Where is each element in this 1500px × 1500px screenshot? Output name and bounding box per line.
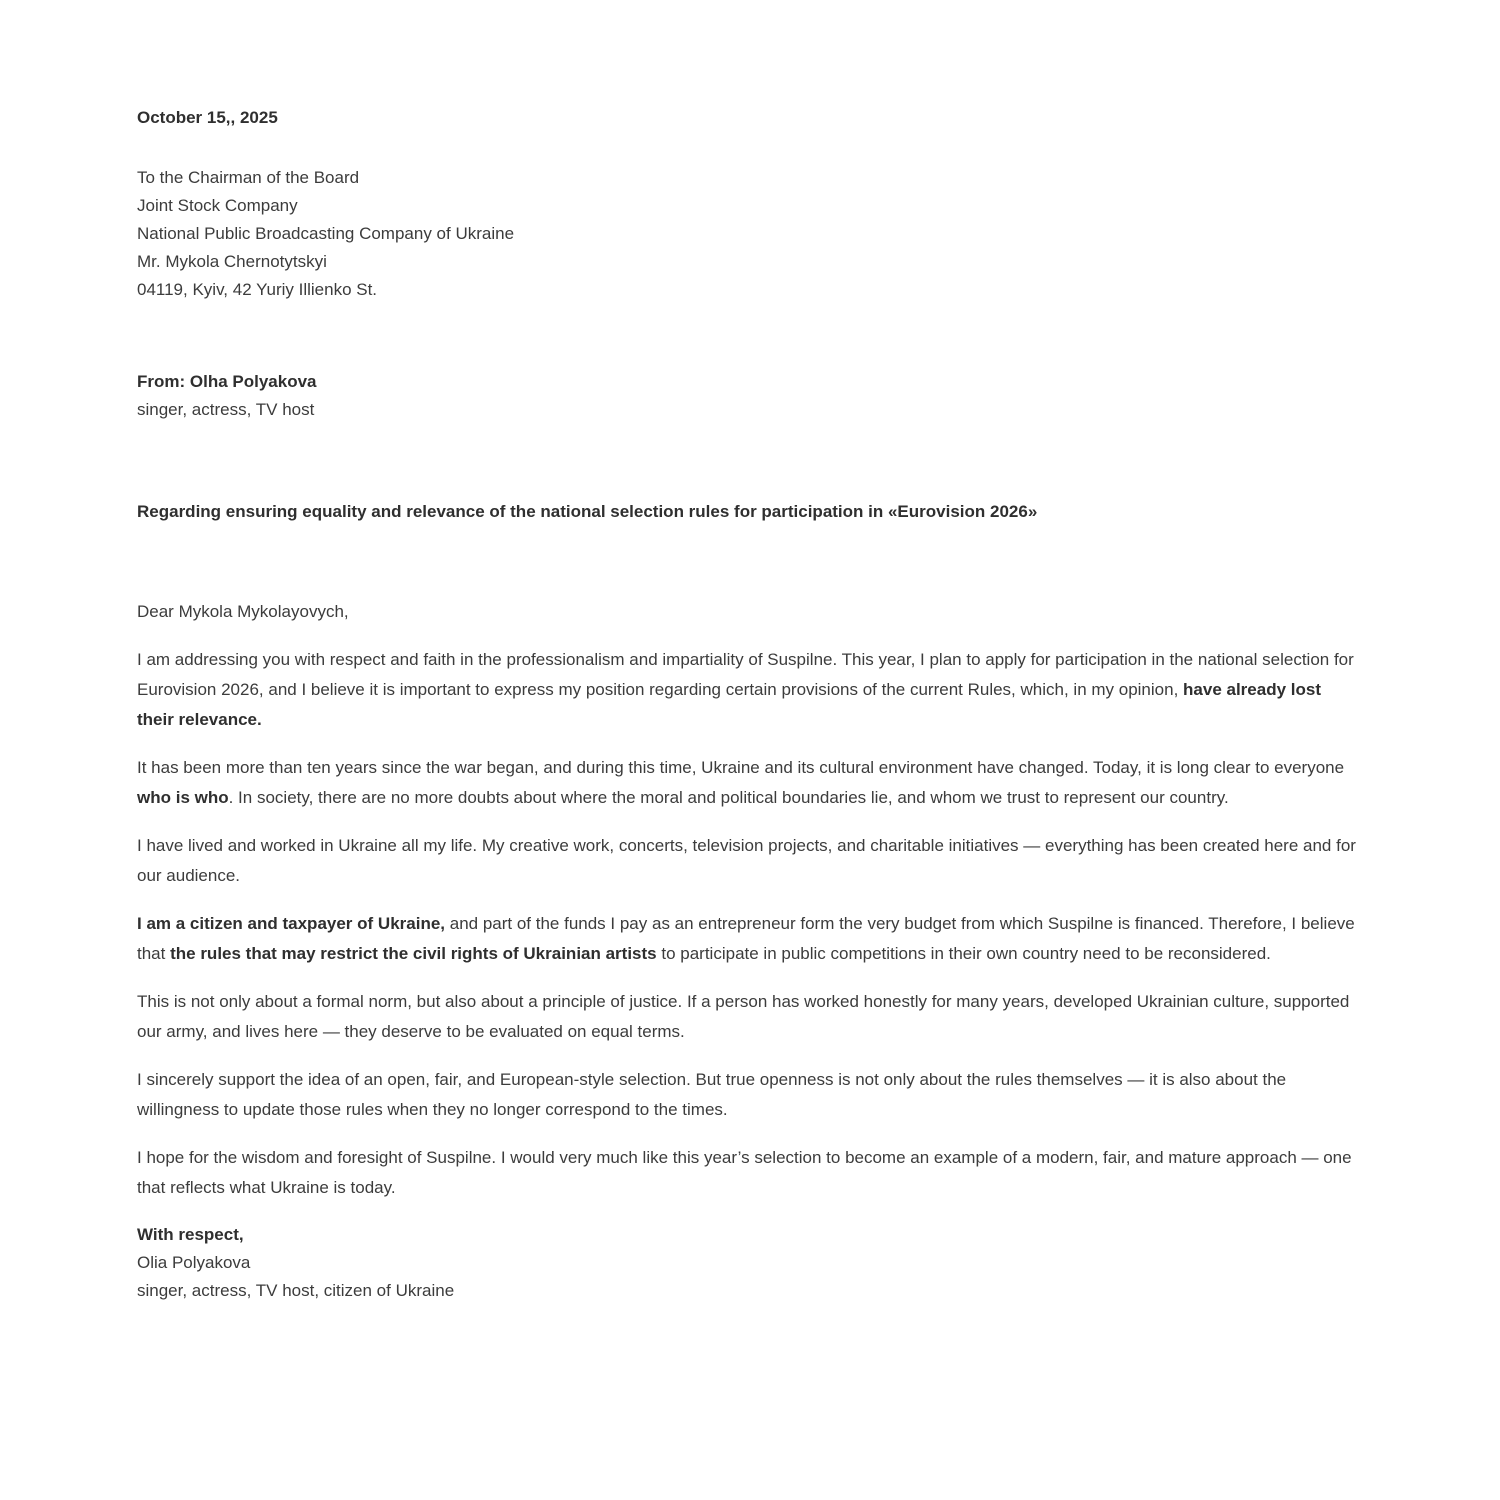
recipient-line: Joint Stock Company	[137, 196, 298, 215]
paragraph	[137, 753, 1360, 813]
paragraph	[137, 1143, 1360, 1203]
recipient-line: National Public Broadcasting Company of Ukraine	[137, 224, 515, 243]
sender-block	[137, 368, 1360, 424]
letter-body	[137, 597, 1360, 1305]
bold-text-segment: have already lost their relevance.	[137, 680, 1321, 729]
text-segment: I hope for the wisdom and foresight of Suspilne. I would very much like this year’s selection to become an example of a modern, fair, and mature approach — one that reflects what Ukraine is today.	[137, 1148, 1352, 1197]
text-segment: to participate in public competitions in their own country need to be reconsidered.	[656, 944, 1271, 963]
sender-name: From: Olha Polyakova	[137, 372, 317, 391]
paragraph	[137, 1065, 1360, 1125]
closing-name: Olia Polyakova	[137, 1253, 251, 1272]
text-segment: This is not only about a formal norm, but also about a principle of justice. If a person has worked honestly for many years, developed Ukrainian culture, supported our army, and lives here — they deserve to be evaluated on equal terms.	[137, 992, 1350, 1041]
text-segment: . In society, there are no more doubts about where the moral and political boundaries lie, and whom we trust to represent our country.	[228, 788, 1229, 807]
recipient-line: 04119, Kyiv, 42 Yuriy Illienko St.	[137, 280, 378, 299]
paragraph	[137, 987, 1360, 1047]
text-segment: I sincerely support the idea of an open, fair, and European-style selection. But true openness is not only about the rules themselves — it is also about the willingness to update those rules when they no longer correspond to the times.	[137, 1070, 1287, 1119]
bold-text-segment: I am a citizen and taxpayer of Ukraine,	[137, 914, 446, 933]
bold-text-segment: who is who	[137, 788, 229, 807]
text-segment: and part of the funds I pay as an entrepreneur form the very budget from which Suspilne is financed. Therefore, I believe that	[137, 914, 1355, 963]
paragraph	[137, 831, 1360, 891]
recipient-block	[137, 164, 1360, 304]
text-segment: I have lived and worked in Ukraine all my life. My creative work, concerts, television projects, and charitable initiatives — everything has been created here and for our audience.	[137, 836, 1356, 885]
date-text: October 15,, 2025	[137, 108, 278, 127]
recipient-line: Mr. Mykola Chernotytskyi	[137, 252, 327, 271]
paragraphs-container	[137, 645, 1360, 1203]
recipient-line: To the Chairman of the Board	[137, 168, 360, 187]
paragraph	[137, 909, 1360, 969]
text-segment: It has been more than ten years since the war began, and during this time, Ukraine and its cultural environment have changed. Today, it is long clear to everyone	[137, 758, 1345, 777]
text-segment: I am addressing you with respect and faith in the professionalism and impartiality of Suspilne. This year, I plan to apply for participation in the national selection for Eurovision 2026, and I believe it is important to express my position regarding certain provisions of the current Rules, which, in my opinion,	[137, 650, 1354, 699]
closing-block	[137, 1221, 1360, 1305]
closing-title: singer, actress, TV host, citizen of Ukraine	[137, 1281, 455, 1300]
closing-respect: With respect,	[137, 1225, 244, 1244]
bold-text-segment: the rules that may restrict the civil rights of Ukrainian artists	[170, 944, 657, 963]
subject-line: Regarding ensuring equality and relevance of the national selection rules for participation in «Eurovision 2026»	[137, 502, 1038, 521]
sender-title: singer, actress, TV host	[137, 400, 315, 419]
salutation: Dear Mykola Mykolayovych,	[137, 602, 349, 621]
paragraph	[137, 645, 1360, 735]
